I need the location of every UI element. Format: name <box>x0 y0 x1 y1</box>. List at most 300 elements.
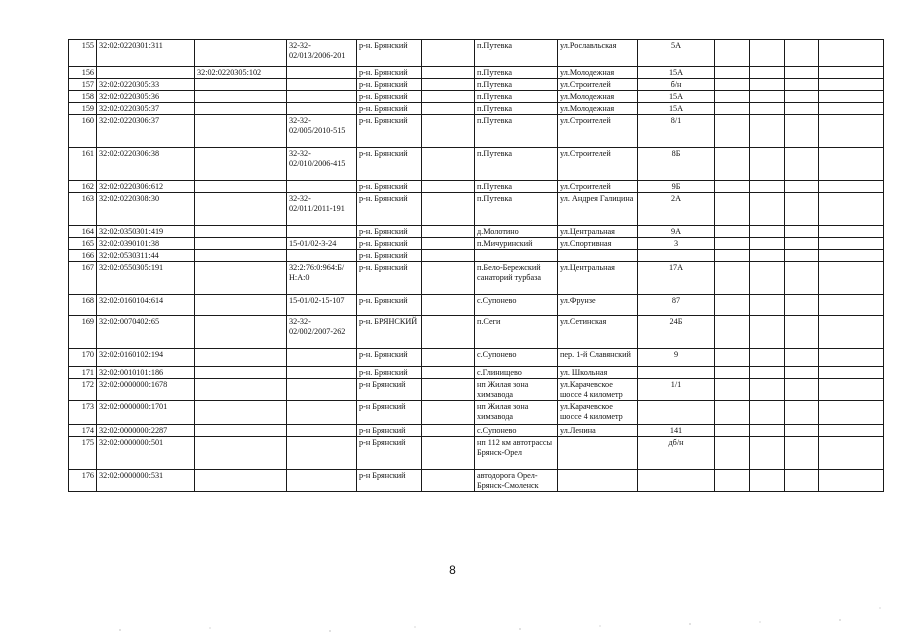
table-cell <box>819 40 884 67</box>
table-cell: 32:02:0390101:38 <box>97 238 195 250</box>
table-cell <box>750 437 785 470</box>
table-cell <box>785 193 819 226</box>
table-cell: 17А <box>638 262 715 295</box>
table-row <box>69 349 884 367</box>
table-cell <box>422 226 475 238</box>
table-cell <box>195 115 287 148</box>
table-cell <box>819 250 884 262</box>
table-cell <box>750 349 785 367</box>
table-cell: ул.Сетинская <box>558 316 638 349</box>
table-cell <box>422 91 475 103</box>
table-cell <box>195 425 287 437</box>
table-cell: ул.Строителей <box>558 115 638 148</box>
table-cell <box>422 40 475 67</box>
table-body <box>69 40 884 492</box>
table-cell <box>287 181 357 193</box>
table-cell: пер. 1-й Славянский <box>558 349 638 367</box>
table-cell <box>195 193 287 226</box>
table-cell: 32:02:0000000:531 <box>97 470 195 492</box>
table-cell: 5А <box>638 40 715 67</box>
table-cell <box>785 470 819 492</box>
table-row <box>69 91 884 103</box>
table-cell: р-н. Брянский <box>357 262 422 295</box>
table-cell <box>422 367 475 379</box>
table-row <box>69 193 884 226</box>
table-cell <box>287 367 357 379</box>
table-row <box>69 295 884 316</box>
table-cell: п.Путевка <box>475 91 558 103</box>
table-cell <box>819 295 884 316</box>
table-cell <box>819 181 884 193</box>
table-row <box>69 67 884 79</box>
table-cell: 157 <box>69 79 97 91</box>
table-cell: 15А <box>638 91 715 103</box>
table-cell <box>287 226 357 238</box>
table-cell: 156 <box>69 67 97 79</box>
table-cell <box>422 316 475 349</box>
table-cell <box>287 379 357 401</box>
table-cell: ул.Молодежная <box>558 91 638 103</box>
table-cell <box>195 79 287 91</box>
table-cell <box>195 181 287 193</box>
table-cell: 32:02:0220305:36 <box>97 91 195 103</box>
table-cell <box>819 115 884 148</box>
table-cell: р-н. Брянский <box>357 115 422 148</box>
table-cell <box>750 425 785 437</box>
table-cell <box>715 181 750 193</box>
table-cell <box>750 91 785 103</box>
table-cell <box>195 401 287 425</box>
table-cell <box>287 250 357 262</box>
table-cell: 169 <box>69 316 97 349</box>
table-cell: 32-32-02/002/2007-262 <box>287 316 357 349</box>
table-cell: р-н. Брянский <box>357 103 422 115</box>
table-cell <box>750 316 785 349</box>
table-cell <box>195 349 287 367</box>
table-cell <box>287 437 357 470</box>
table-cell: ул.Карачевское шоссе 4 километр <box>558 379 638 401</box>
table-cell: р-н. БРЯНСКИЙ <box>357 316 422 349</box>
table-cell <box>715 470 750 492</box>
table-cell <box>715 401 750 425</box>
table-cell <box>638 367 715 379</box>
table-cell <box>195 437 287 470</box>
table-cell: 164 <box>69 226 97 238</box>
table-cell <box>287 425 357 437</box>
table-cell: 158 <box>69 91 97 103</box>
table-cell: 32:2:76:0:964:Б/Н:А:0 <box>287 262 357 295</box>
table-cell: 8Б <box>638 148 715 181</box>
table-cell <box>715 262 750 295</box>
table-cell <box>287 91 357 103</box>
table-cell <box>785 349 819 367</box>
table-cell <box>195 148 287 181</box>
table-cell <box>715 295 750 316</box>
table-cell <box>750 226 785 238</box>
table-row <box>69 401 884 425</box>
table-cell <box>785 67 819 79</box>
table-cell <box>715 193 750 226</box>
table-cell: ул.Ленина <box>558 425 638 437</box>
table-cell: р-н. Брянский <box>357 91 422 103</box>
table-row <box>69 226 884 238</box>
table-cell: р-н. Брянский <box>357 295 422 316</box>
table-cell: ул. Андрея Галицина <box>558 193 638 226</box>
table-cell: 162 <box>69 181 97 193</box>
property-registry-table <box>68 39 884 492</box>
table-cell <box>819 91 884 103</box>
table-cell <box>97 67 195 79</box>
table-row <box>69 425 884 437</box>
table-cell: нп 112 км автотрассы Брянск-Орел <box>475 437 558 470</box>
table-row <box>69 470 884 492</box>
table-cell <box>715 40 750 67</box>
table-cell <box>715 79 750 91</box>
table-cell: 32:02:0530311:44 <box>97 250 195 262</box>
table-cell: п.Бело-Бережский санаторий турбаза <box>475 262 558 295</box>
table-cell <box>422 437 475 470</box>
table-cell <box>195 226 287 238</box>
table-cell <box>819 103 884 115</box>
scan-dust-marks <box>0 600 905 640</box>
table-cell <box>819 226 884 238</box>
table-cell: 160 <box>69 115 97 148</box>
table-cell <box>785 401 819 425</box>
table-cell: 32:02:0220305:102 <box>195 67 287 79</box>
table-cell <box>558 470 638 492</box>
table-cell <box>715 103 750 115</box>
table-cell: ул.Центральная <box>558 262 638 295</box>
table-cell <box>195 470 287 492</box>
table-cell: 167 <box>69 262 97 295</box>
table-cell <box>422 470 475 492</box>
table-cell <box>819 425 884 437</box>
table-cell <box>715 226 750 238</box>
table-cell <box>715 91 750 103</box>
table-row <box>69 40 884 67</box>
table-cell: автодорога Орел-Брянск-Смоленск <box>475 470 558 492</box>
table-cell: 9 <box>638 349 715 367</box>
table-cell: р-н. Брянский <box>357 181 422 193</box>
table-cell: р-н Брянский <box>357 401 422 425</box>
table-cell: 32:02:0220306:612 <box>97 181 195 193</box>
table-cell <box>195 316 287 349</box>
table-cell <box>195 250 287 262</box>
table-cell <box>750 401 785 425</box>
table-cell: с.Супонево <box>475 295 558 316</box>
table-cell: нп Жилая зона химзавода <box>475 401 558 425</box>
table-cell <box>715 238 750 250</box>
table-cell <box>785 181 819 193</box>
table-cell <box>750 238 785 250</box>
table-cell <box>287 79 357 91</box>
table-cell: р-н Брянский <box>357 437 422 470</box>
table-cell <box>422 181 475 193</box>
table-row <box>69 238 884 250</box>
table-cell: 174 <box>69 425 97 437</box>
table-cell <box>715 367 750 379</box>
table-cell <box>819 401 884 425</box>
table-cell: п.Путевка <box>475 79 558 91</box>
table-cell: ул.Центральная <box>558 226 638 238</box>
table-cell <box>785 79 819 91</box>
table-cell <box>287 103 357 115</box>
table-cell <box>638 470 715 492</box>
table-cell: 170 <box>69 349 97 367</box>
table-cell: д.Молотино <box>475 226 558 238</box>
page-number: 8 <box>449 563 456 577</box>
table-cell <box>785 40 819 67</box>
table-cell <box>715 67 750 79</box>
table-cell: б/н <box>638 79 715 91</box>
table-cell <box>785 238 819 250</box>
table-cell: 173 <box>69 401 97 425</box>
table-cell: п.Путевка <box>475 67 558 79</box>
table-cell: 32:02:0070402:65 <box>97 316 195 349</box>
table-cell <box>750 250 785 262</box>
table-cell: 32:02:0000000:1678 <box>97 379 195 401</box>
table-row <box>69 367 884 379</box>
table-cell: 32-32-02/013/2006-201 <box>287 40 357 67</box>
table-cell: ул.Карачевское шоссе 4 километр <box>558 401 638 425</box>
table-cell <box>750 40 785 67</box>
table-cell: с.Супонево <box>475 349 558 367</box>
table-cell <box>422 115 475 148</box>
table-cell: 141 <box>638 425 715 437</box>
table-cell: 32:02:0160102:194 <box>97 349 195 367</box>
table-cell: 15А <box>638 103 715 115</box>
table-cell <box>785 367 819 379</box>
table-cell <box>638 401 715 425</box>
table-cell: ул.Фрунзе <box>558 295 638 316</box>
table-cell: 3 <box>638 238 715 250</box>
table-cell: 163 <box>69 193 97 226</box>
table-row <box>69 316 884 349</box>
table-cell: 172 <box>69 379 97 401</box>
table-cell: р-н Брянский <box>357 425 422 437</box>
table-cell: ул. Школьная <box>558 367 638 379</box>
table-cell: 9А <box>638 226 715 238</box>
table-cell <box>785 148 819 181</box>
table-cell: 32:02:0160104:614 <box>97 295 195 316</box>
table-cell: 32:02:0000000:501 <box>97 437 195 470</box>
table-cell: ул.Рославльская <box>558 40 638 67</box>
table-row <box>69 115 884 148</box>
table-cell <box>750 379 785 401</box>
table-cell <box>715 379 750 401</box>
table-cell: р-н. Брянский <box>357 193 422 226</box>
table-cell <box>819 367 884 379</box>
table-cell: 15-01/02-3-24 <box>287 238 357 250</box>
table-cell: 168 <box>69 295 97 316</box>
table-cell <box>785 425 819 437</box>
table-cell <box>819 67 884 79</box>
table-cell <box>558 250 638 262</box>
table-cell <box>558 437 638 470</box>
table-cell: 32:02:0220306:38 <box>97 148 195 181</box>
table-cell <box>750 181 785 193</box>
table-cell: п.Путевка <box>475 40 558 67</box>
table-cell: 15А <box>638 67 715 79</box>
table-cell: р-н. Брянский <box>357 349 422 367</box>
table-row <box>69 181 884 193</box>
table-cell <box>422 425 475 437</box>
table-cell <box>287 67 357 79</box>
table-cell <box>785 262 819 295</box>
table-cell <box>785 226 819 238</box>
table-cell <box>785 115 819 148</box>
table-cell <box>785 316 819 349</box>
table-row <box>69 103 884 115</box>
table-cell <box>750 67 785 79</box>
table-row <box>69 437 884 470</box>
table-cell <box>785 103 819 115</box>
table-cell <box>195 238 287 250</box>
table-cell <box>422 103 475 115</box>
table-cell <box>715 425 750 437</box>
table-cell <box>819 470 884 492</box>
table-cell: 2А <box>638 193 715 226</box>
table-cell <box>750 262 785 295</box>
table-cell: с.Глинищево <box>475 367 558 379</box>
table-cell: 32:02:0220301:311 <box>97 40 195 67</box>
table-cell: р-н Брянский <box>357 470 422 492</box>
table-cell: 32:02:0220305:37 <box>97 103 195 115</box>
table-cell: п.Путевка <box>475 181 558 193</box>
table-cell <box>422 250 475 262</box>
table-cell: п.Путевка <box>475 115 558 148</box>
table-cell: ул.Спортивная <box>558 238 638 250</box>
table-cell: 166 <box>69 250 97 262</box>
table-cell <box>715 148 750 181</box>
table-cell <box>195 91 287 103</box>
table-cell <box>195 40 287 67</box>
table-cell <box>422 238 475 250</box>
table-cell <box>422 379 475 401</box>
table-cell <box>750 115 785 148</box>
table-cell: 9Б <box>638 181 715 193</box>
table-row <box>69 262 884 295</box>
table-row <box>69 250 884 262</box>
table-cell: 15-01/02-15-107 <box>287 295 357 316</box>
table-cell: р-н. Брянский <box>357 226 422 238</box>
table-cell: 32-32-02/005/2010-515 <box>287 115 357 148</box>
table-cell: р-н Брянский <box>357 379 422 401</box>
table-cell <box>422 67 475 79</box>
table-cell: 176 <box>69 470 97 492</box>
table-cell: 32-32-02/010/2006-415 <box>287 148 357 181</box>
table-row <box>69 379 884 401</box>
table-cell <box>638 250 715 262</box>
table-cell: дб/н <box>638 437 715 470</box>
table-cell <box>715 250 750 262</box>
table-cell: 165 <box>69 238 97 250</box>
table-cell <box>750 103 785 115</box>
table-cell <box>785 379 819 401</box>
table-cell: 32:02:0550305:191 <box>97 262 195 295</box>
table-cell: 32:02:0000000:1701 <box>97 401 195 425</box>
table-cell: п.Мичуринский <box>475 238 558 250</box>
table-cell: 32:02:0350301:419 <box>97 226 195 238</box>
table-cell: ул.Строителей <box>558 79 638 91</box>
table-cell <box>750 148 785 181</box>
table-cell <box>819 193 884 226</box>
table-cell: п.Путевка <box>475 193 558 226</box>
table-cell <box>287 470 357 492</box>
table-cell: 32-32-02/011/2011-191 <box>287 193 357 226</box>
table-cell <box>715 316 750 349</box>
table-cell <box>422 295 475 316</box>
table-cell: 175 <box>69 437 97 470</box>
table-cell: п.Путевка <box>475 103 558 115</box>
table-cell <box>750 193 785 226</box>
table-cell: р-н. Брянский <box>357 40 422 67</box>
table-cell <box>819 437 884 470</box>
table-cell <box>195 367 287 379</box>
table-cell <box>422 349 475 367</box>
table-cell <box>819 379 884 401</box>
table-cell: р-н. Брянский <box>357 367 422 379</box>
table-cell <box>422 193 475 226</box>
table-cell <box>195 379 287 401</box>
table-cell <box>715 437 750 470</box>
table-cell: 32:02:0000000:2287 <box>97 425 195 437</box>
table-cell: р-н. Брянский <box>357 148 422 181</box>
table-cell: ул.Строителей <box>558 181 638 193</box>
table-cell: 155 <box>69 40 97 67</box>
table-cell <box>750 367 785 379</box>
table-cell <box>785 250 819 262</box>
table-cell <box>422 79 475 91</box>
table-cell: 1/1 <box>638 379 715 401</box>
table-cell <box>287 349 357 367</box>
table-cell <box>750 470 785 492</box>
table-cell <box>819 349 884 367</box>
table-cell: 159 <box>69 103 97 115</box>
table-cell <box>195 103 287 115</box>
table-cell: 87 <box>638 295 715 316</box>
table-cell: с.Супонево <box>475 425 558 437</box>
table-cell <box>785 295 819 316</box>
table-cell: р-н. Брянский <box>357 250 422 262</box>
table-cell: ул.Молодежная <box>558 103 638 115</box>
table-cell: р-н. Брянский <box>357 67 422 79</box>
table-cell <box>750 295 785 316</box>
table-cell <box>819 238 884 250</box>
table-cell: 171 <box>69 367 97 379</box>
table-cell <box>785 91 819 103</box>
table-row <box>69 148 884 181</box>
table-cell <box>422 148 475 181</box>
table-cell: ул.Молодежная <box>558 67 638 79</box>
table-cell: 32:02:0220306:37 <box>97 115 195 148</box>
table-cell: п.Путевка <box>475 148 558 181</box>
table-cell <box>819 79 884 91</box>
table-cell <box>195 295 287 316</box>
table-cell <box>195 262 287 295</box>
table-cell: 24Б <box>638 316 715 349</box>
table-cell: 8/1 <box>638 115 715 148</box>
table-cell <box>715 349 750 367</box>
table-cell <box>819 148 884 181</box>
table-cell: 32:02:0010101:186 <box>97 367 195 379</box>
table-cell: 32:02:0220308:30 <box>97 193 195 226</box>
table-cell <box>422 401 475 425</box>
table-cell <box>287 401 357 425</box>
table-cell <box>475 250 558 262</box>
table-cell <box>715 115 750 148</box>
table-cell: 32:02:0220305:33 <box>97 79 195 91</box>
